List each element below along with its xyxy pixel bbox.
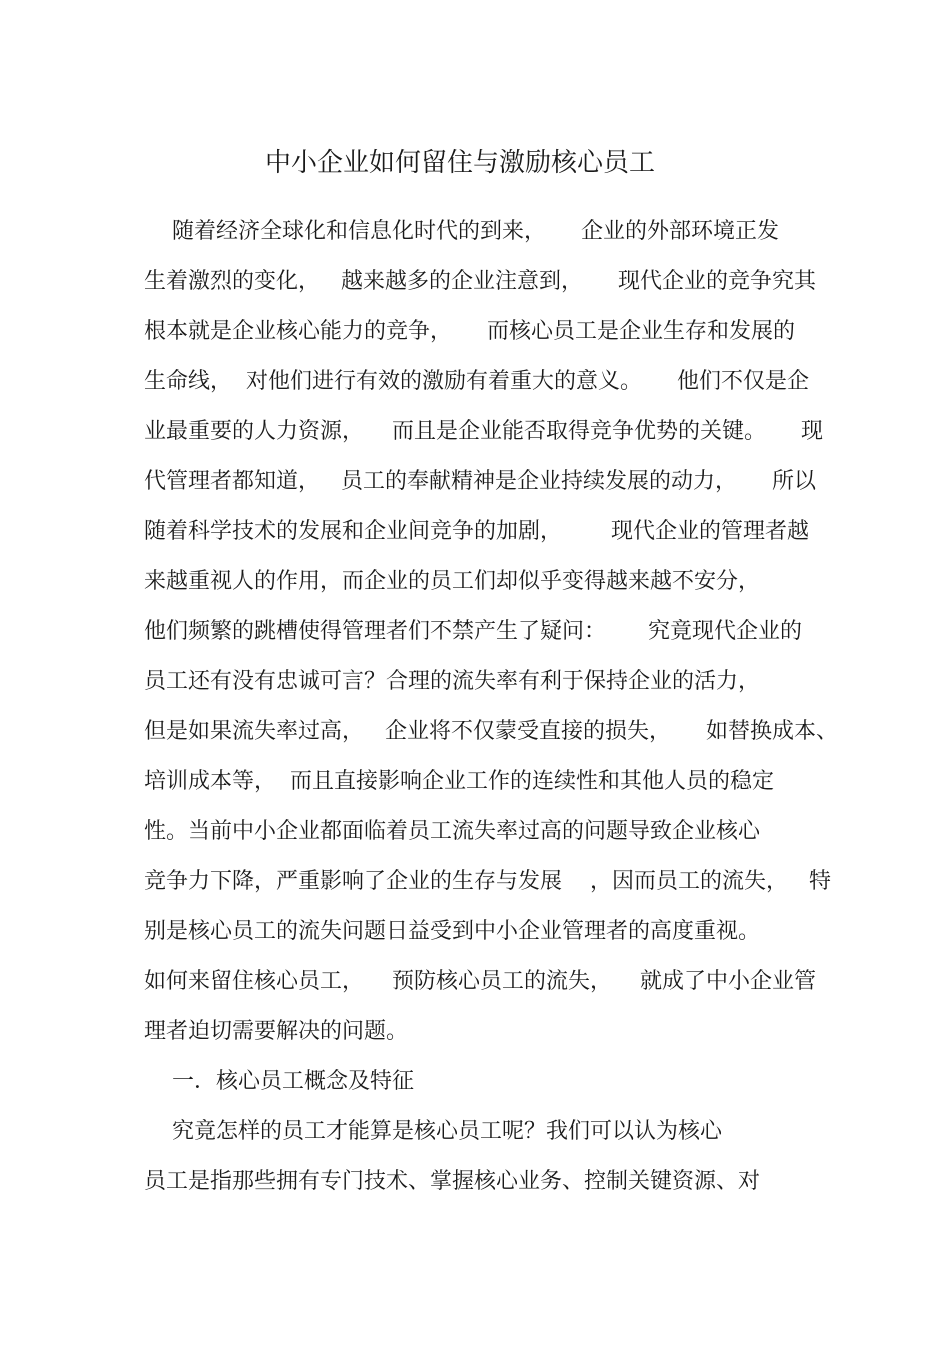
text-line: 理者迫切需要解决的问题。 — [144, 1019, 409, 1044]
text-line: 来越重视人的作用，而企业的员工们却似乎变得越来越不安分， — [144, 569, 761, 594]
text-line: 根本就是企业核心能力的竞争， 而核心员工是企业生存和发展的 — [144, 319, 795, 344]
section-heading: 一．核心员工概念及特征 — [144, 1069, 414, 1094]
text-line: 别是核心员工的流失问题日益受到中小企业管理者的高度重视。 — [144, 919, 761, 944]
text-line: 员工是指那些拥有专门技术、掌握核心业务、控制关键资源、对 — [144, 1169, 761, 1194]
text-line: 竞争力下降，严重影响了企业的生存与发展 ，因而员工的流失， 特 — [144, 869, 831, 894]
text-line: 代管理者都知道， 员工的奉献精神是企业持续发展的动力， 所以 — [144, 469, 816, 494]
text-line: 如何来留住核心员工， 预防核心员工的流失， 就成了中小企业管 — [144, 969, 816, 994]
text-line: 他们频繁的跳槽使得管理者们不禁产生了疑问： 究竟现代企业的 — [144, 619, 802, 644]
text-line: 员工还有没有忠诚可言？合理的流失率有利于保持企业的活力， — [144, 669, 761, 694]
document-title: 中小企业如何留住与激励核心员工 — [264, 148, 655, 178]
text-line: 生着激烈的变化， 越来越多的企业注意到， 现代企业的竞争究其 — [144, 269, 816, 294]
text-line: 究竟怎样的员工才能算是核心员工呢？我们可以认为核心 — [144, 1119, 722, 1144]
text-line: 生命线， 对他们进行有效的激励有着重大的意义。 他们不仅是企 — [144, 369, 809, 394]
text-line: 随着经济全球化和信息化时代的到来， 企业的外部环境正发 — [144, 219, 779, 244]
text-line: 业最重要的人力资源， 而且是企业能否取得竞争优势的关键。 现 — [144, 419, 823, 444]
text-line: 性。当前中小企业都面临着员工流失率过高的问题导致企业核心 — [144, 819, 761, 844]
text-line: 培训成本等， 而且直接影响企业工作的连续性和其他人员的稳定 — [144, 769, 774, 794]
text-line: 但是如果流失率过高， 企业将不仅蒙受直接的损失， 如替换成本、 — [144, 719, 838, 744]
text-line: 随着科学技术的发展和企业间竞争的加剧， 现代企业的管理者越 — [144, 519, 809, 544]
